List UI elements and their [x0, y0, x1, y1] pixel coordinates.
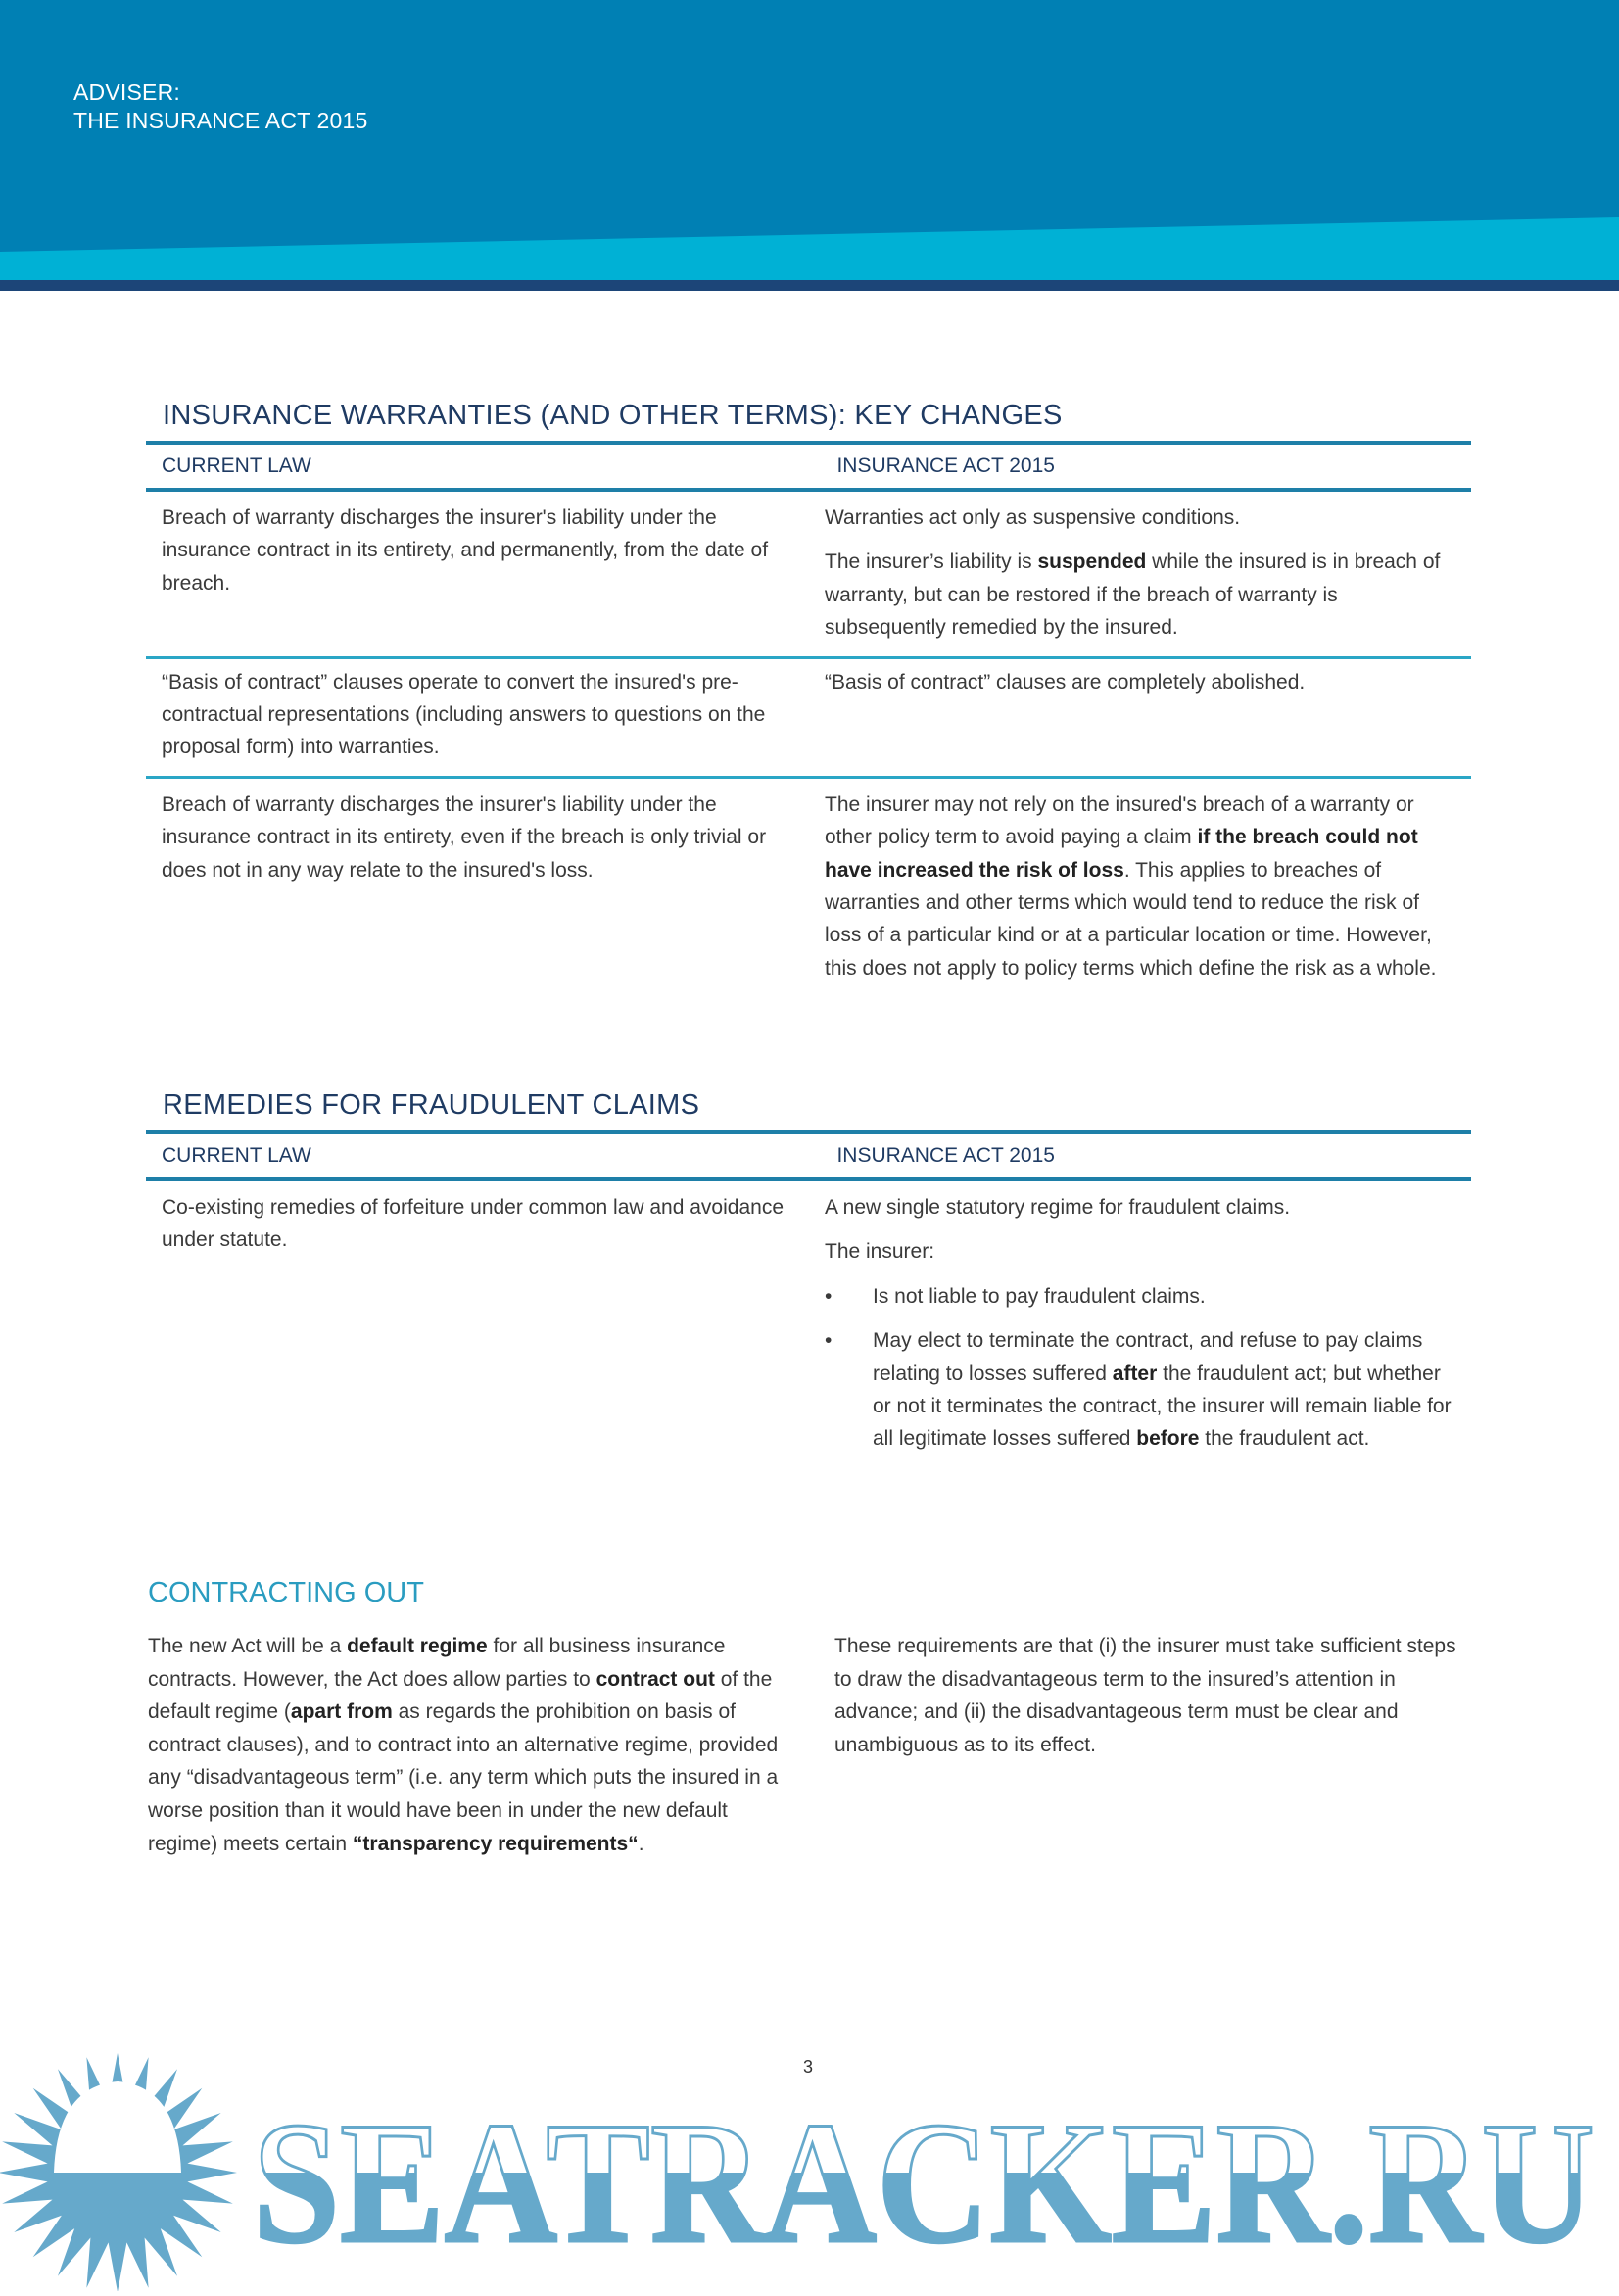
bold-text: suspended: [1037, 550, 1147, 574]
bold-text: “transparency requirements“: [352, 1832, 639, 1855]
cell-act: [825, 789, 1471, 996]
text-run: Warranties act only as suspensive conditions.: [825, 506, 1241, 529]
table-row: [146, 779, 1471, 996]
table-row: [146, 492, 1471, 656]
text-run: May elect to terminate the contract, and refuse to pay claims relating to losses suffered: [873, 1329, 1423, 1385]
text-run: “Basis of contract” clauses operate to convert the insured's pre-contractual representations (including answers to questions on the proposal form) into warranties.: [162, 670, 766, 759]
cell-act: [825, 1191, 1471, 1467]
text-run: Co-existing remedies of forfeiture under common law and avoidance under statute.: [162, 1196, 784, 1252]
bold-text: before: [1136, 1427, 1200, 1451]
bold-text: after: [1112, 1362, 1158, 1385]
column-header-current-law: CURRENT LAW: [162, 454, 311, 477]
watermark-text: SEATRACKER.RU: [253, 2085, 1595, 2279]
table-row: [146, 659, 1471, 776]
bullet-item: [825, 1324, 1461, 1456]
bold-text: contract out: [595, 1667, 715, 1691]
bullet-item: [825, 1280, 1461, 1313]
paragraph: [825, 789, 1461, 984]
header-line-2: THE INSURANCE ACT 2015: [73, 108, 368, 133]
cell-current-law: [146, 502, 825, 656]
section-title-warranties: INSURANCE WARRANTIES (AND OTHER TERMS): KEY CHANGES: [163, 400, 1063, 431]
paragraph: [825, 1191, 1461, 1223]
text-run: These requirements are that (i) the insurer must take sufficient steps to draw the disadvantageous term to the insured’s attention in advance; and (ii) the disadvantageous term must be clear and unambiguous as to its effect.: [834, 1635, 1456, 1756]
cell-current-law: [146, 789, 825, 996]
column-header-act: INSURANCE ACT 2015: [836, 1144, 1055, 1167]
watermark-logo: [0, 2047, 1619, 2291]
text-run: The insurer’s liability is: [825, 550, 1038, 574]
text-run: The insurer:: [825, 1240, 935, 1264]
paragraph: [162, 666, 805, 764]
bullet-icon: •: [825, 1329, 833, 1353]
section-title-fraudulent-claims: REMEDIES FOR FRAUDULENT CLAIMS: [163, 1089, 700, 1121]
text-run: “Basis of contract” clauses are completely abolished.: [825, 670, 1306, 694]
bullet-text: [873, 1324, 1461, 1456]
cell-current-law: [146, 666, 825, 776]
page-header-banner: [0, 0, 1619, 291]
paragraph: [162, 789, 805, 886]
text-run: Breach of warranty discharges the insurer's liability under the insurance contract in its entirety, even if the breach is only trivial or does not in any way relate to the insured's loss.: [162, 792, 767, 882]
bold-text: default regime: [347, 1635, 488, 1657]
column-header-current-law: CURRENT LAW: [162, 1144, 311, 1167]
text-run: A new single statutory regime for fraudulent claims.: [825, 1196, 1291, 1219]
table-header: [146, 1134, 1471, 1177]
paragraph: [825, 502, 1461, 534]
page-number: 3: [803, 2057, 814, 2077]
text-run: of the default regime (: [148, 1667, 773, 1724]
warranties-table: [146, 441, 1471, 996]
text-run: The new Act will be a: [148, 1635, 348, 1657]
cell-current-law: [146, 1191, 825, 1467]
header-title: [73, 78, 368, 135]
column-header-act: INSURANCE ACT 2015: [836, 454, 1055, 477]
paragraph: [162, 1191, 805, 1257]
header-line-1: ADVISER:: [73, 79, 180, 105]
text-run: Is not liable to pay fraudulent claims.: [873, 1284, 1206, 1308]
act-paragraphs: [825, 1191, 1461, 1268]
bullet-text: [873, 1280, 1461, 1313]
section-title-contracting-out: CONTRACTING OUT: [148, 1577, 424, 1608]
table-row: [146, 1181, 1471, 1467]
text-run: .: [638, 1832, 644, 1855]
text-run: . This applies to breaches of warranties and other terms which would tend to reduce the risk of loss of a particular kind or at a particular location or time. However, this does not apply to policy terms which define the risk as a whole.: [825, 858, 1437, 980]
paragraph: [825, 546, 1461, 644]
bullet-icon: •: [825, 1284, 833, 1308]
text-run: as regards the prohibition on basis of contract clauses), and to contract into an alternative regime, provided any “disadvantageous term” (i.e. any term which puts the insured in a worse position than it would have been in under the new default regime) meets certain: [148, 1700, 779, 1855]
text-run: for all business insurance contracts. However, the Act does allow parties to: [148, 1635, 726, 1691]
text-run: The insurer may not rely on the insured's breach of a warranty or other policy term to avoid paying a claim: [825, 792, 1414, 849]
sun-icon: [0, 2053, 237, 2291]
paragraph: [825, 1235, 1461, 1268]
cell-act: [825, 502, 1471, 656]
table-header: [146, 445, 1471, 488]
bold-text: if the breach could not have increased the risk of loss: [825, 826, 1418, 882]
contracting-out-right-paragraph: [834, 1630, 1471, 1761]
fraud-table: [146, 1130, 1471, 1467]
text-run: Breach of warranty discharges the insurer's liability under the insurance contract in its entirety, and permanently, from the date of breach.: [162, 506, 769, 595]
text-run: while the insured is in breach of warranty, but can be restored if the breach of warranty is subsequently remedied by the insured.: [825, 550, 1441, 640]
paragraph: [162, 502, 805, 599]
paragraph: [825, 666, 1461, 698]
text-run: the fraudulent act; but whether or not it terminates the contract, the insurer will remain liable for all legitimate losses suffered: [873, 1362, 1452, 1451]
contracting-out-left-paragraph: [148, 1630, 789, 1860]
bold-text: apart from: [290, 1700, 393, 1724]
cell-act: [825, 666, 1471, 776]
text-run: the fraudulent act.: [1199, 1427, 1370, 1451]
